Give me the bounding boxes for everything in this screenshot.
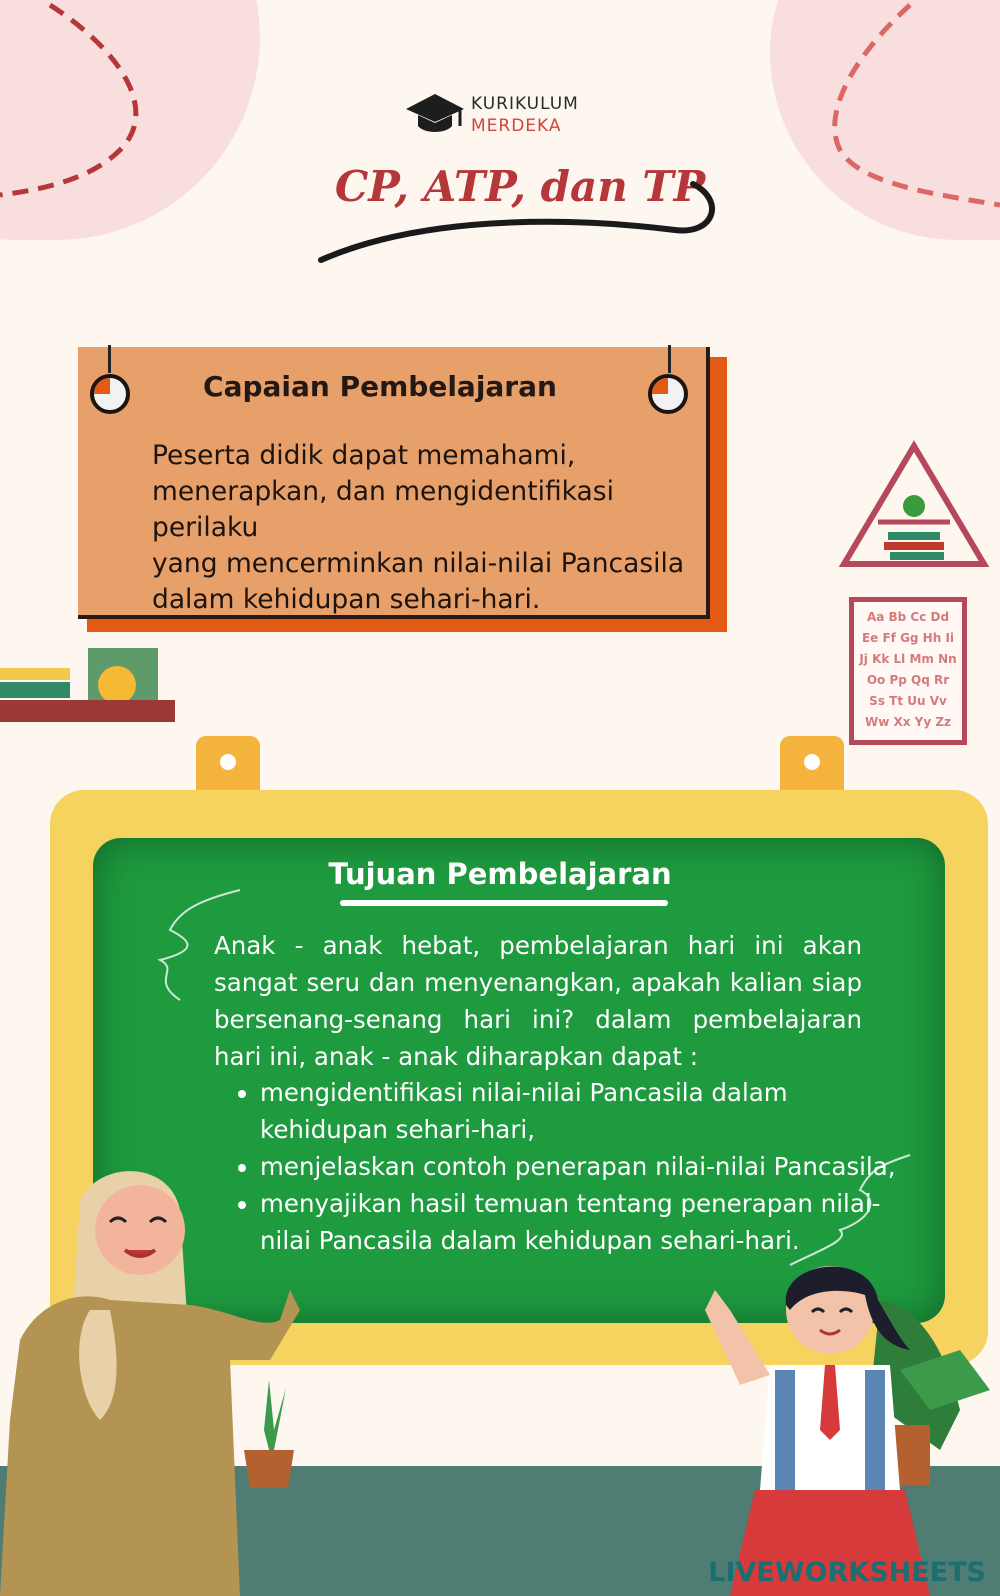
cp-hanger-right bbox=[668, 345, 671, 373]
wall-shelf bbox=[0, 700, 175, 722]
dashed-line-left bbox=[0, 0, 160, 210]
alphabet-row: Jj Kk Ll Mm Nn bbox=[859, 652, 957, 666]
tp-list bbox=[230, 1074, 900, 1259]
cp-line: dalam kehidupan sehari-hari. bbox=[152, 584, 541, 615]
apple-icon bbox=[903, 495, 925, 517]
books-icon bbox=[0, 668, 70, 680]
book-stack bbox=[0, 682, 70, 698]
title-swoosh bbox=[315, 180, 725, 270]
tp-intro: Anak - anak hebat, pembelajaran hari ini akan sangat seru dan menyenangkan, apakah kalian siap bersenang-senang hari ini? dalam pembelajaran hari ini, anak - anak diharapkan dapat : bbox=[214, 931, 862, 1071]
graduation-cap-icon bbox=[404, 92, 466, 140]
brand-name-bottom: MERDEKA bbox=[471, 116, 562, 136]
cp-hanger-left bbox=[108, 345, 111, 373]
cp-title: Capaian Pembelajaran bbox=[203, 370, 557, 403]
book-cover-circle bbox=[98, 666, 136, 704]
cp-pin-left bbox=[90, 374, 130, 414]
cp-pin-right bbox=[648, 374, 688, 414]
cp-text bbox=[152, 438, 712, 618]
tp-title: Tujuan Pembelajaran bbox=[328, 857, 672, 891]
list-item: • menjelaskan contoh penerapan nilai-nilai Pancasila, bbox=[260, 1148, 900, 1185]
alphabet-row: Ss Tt Uu Vv bbox=[869, 694, 947, 708]
cp-line: Peserta didik dapat memahami, bbox=[152, 440, 576, 471]
brand-name-top: KURIKULUM bbox=[471, 94, 579, 114]
alphabet-chart bbox=[849, 597, 967, 745]
page-title: CP, ATP, dan TP bbox=[334, 162, 706, 211]
plant-icon bbox=[234, 1380, 304, 1490]
student-illustration bbox=[700, 1250, 1000, 1596]
liveworksheets-watermark: LIVEWORKSHEETS bbox=[708, 1557, 986, 1588]
dashed-line-right bbox=[820, 0, 1000, 220]
alphabet-row: Ee Ff Gg Hh Ii bbox=[861, 631, 955, 645]
brand-logo bbox=[404, 92, 604, 142]
alphabet-row: Aa Bb Cc Dd bbox=[866, 610, 950, 624]
cp-line: yang mencerminkan nilai-nilai Pancasila bbox=[152, 548, 685, 579]
triangle-shelf bbox=[838, 440, 990, 570]
alphabet-row: Oo Pp Qq Rr bbox=[866, 673, 950, 687]
list-item: • menyajikan hasil temuan tentang penerapan nilai-nilai Pancasila dalam kehidupan sehari-hari. bbox=[260, 1185, 900, 1259]
books-icon bbox=[888, 532, 940, 540]
cp-line: menerapkan, dan mengidentifikasi perilaku bbox=[152, 476, 614, 543]
tp-title-underline bbox=[340, 900, 668, 906]
list-item: • mengidentifikasi nilai-nilai Pancasila dalam kehidupan sehari-hari, bbox=[260, 1074, 900, 1148]
teacher-illustration bbox=[0, 1160, 300, 1596]
alphabet-row: Ww Xx Yy Zz bbox=[864, 715, 952, 729]
